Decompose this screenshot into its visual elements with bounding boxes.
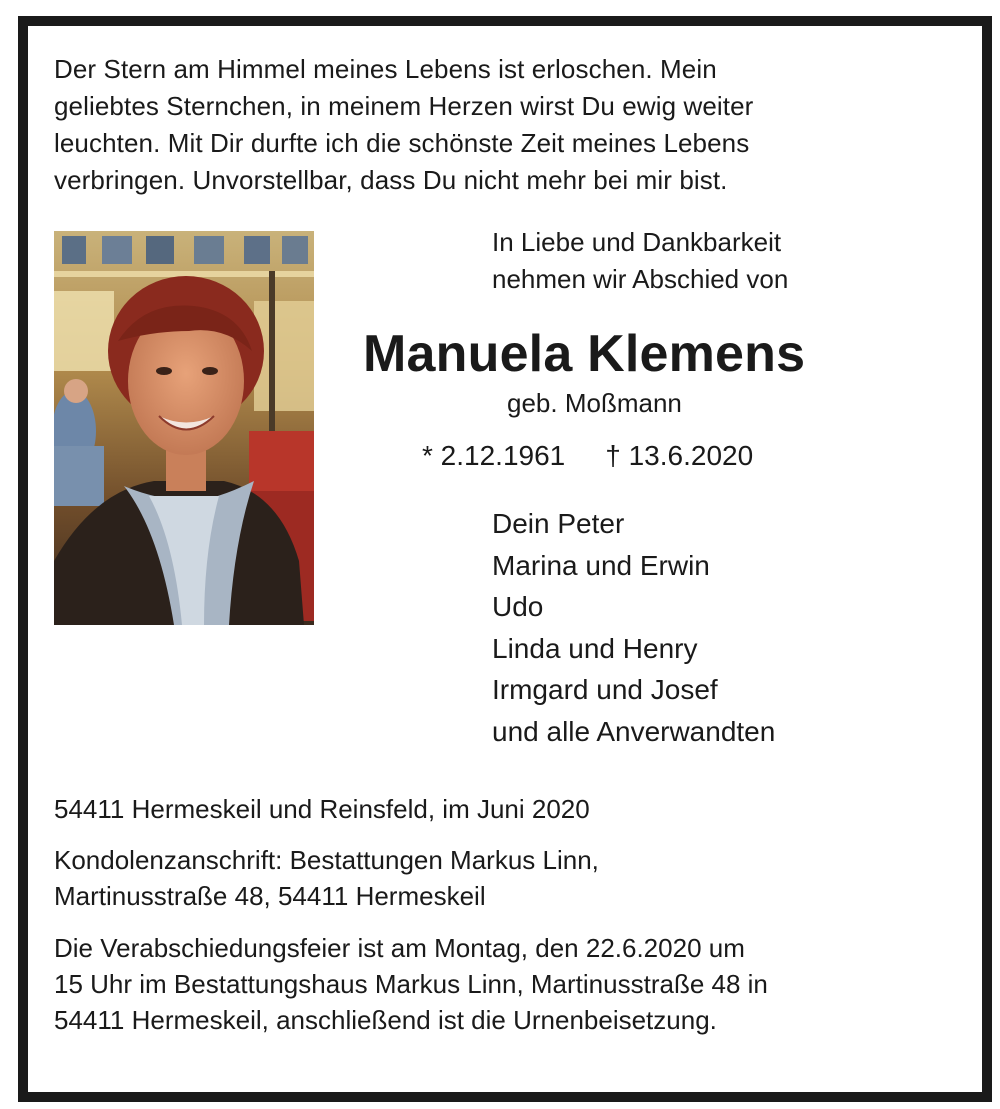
mourner-item: Marina und Erwin xyxy=(492,549,710,581)
place-date xyxy=(54,791,954,827)
portrait-illustration xyxy=(54,231,314,625)
birth-date: * 2.12.1961 xyxy=(422,440,566,471)
portrait-photo xyxy=(54,231,314,625)
mourner-item: Dein Peter xyxy=(492,508,625,539)
life-dates xyxy=(422,440,753,472)
intro-line: verbringen. Unvorstellbar, dass Du nicht mehr bei mir bist. xyxy=(54,165,728,195)
farewell-line: nehmen wir Abschied von xyxy=(492,264,789,294)
farewell-line: In Liebe und Dankbarkeit xyxy=(492,227,782,257)
farewell-text xyxy=(492,224,788,298)
mourner-item: Irmgard und Josef xyxy=(492,674,718,705)
condolence-line: Kondolenzanschrift: Bestattungen Markus Linn, xyxy=(54,845,599,875)
intro-line: geliebtes Sternchen, in meinem Herzen wirst Du ewig weiter xyxy=(54,91,754,121)
ceremony-info xyxy=(54,930,954,1038)
place-date-line: 54411 Hermeskeil und Reinsfeld, im Juni 2020 xyxy=(54,794,590,824)
intro-line: leuchten. Mit Dir durfte ich die schönste Zeit meines Lebens xyxy=(54,128,750,158)
condolence-line: Martinusstraße 48, 54411 Hermeskeil xyxy=(54,881,486,911)
condolence-address xyxy=(54,842,954,914)
mourner-item: Linda und Henry xyxy=(492,632,698,664)
intro-poem xyxy=(54,51,934,199)
ceremony-line: Die Verabschiedungsfeier ist am Montag, den 22.6.2020 um xyxy=(54,933,745,963)
ceremony-line: 54411 Hermeskeil, anschließend ist die Urnenbeisetzung. xyxy=(54,1005,717,1035)
mourners-list xyxy=(492,503,775,752)
ceremony-line: 15 Uhr im Bestattungshaus Markus Linn, Martinusstraße 48 in xyxy=(54,969,768,999)
death-date: † 13.6.2020 xyxy=(605,440,754,471)
intro-line: Der Stern am Himmel meines Lebens ist erloschen. Mein xyxy=(54,54,717,84)
mourner-item: Udo xyxy=(492,591,544,622)
maiden-name: geb. Moßmann xyxy=(507,388,682,418)
mourner-item: und alle Anverwandten xyxy=(492,715,776,747)
deceased-name: Manuela Klemens xyxy=(363,325,806,383)
